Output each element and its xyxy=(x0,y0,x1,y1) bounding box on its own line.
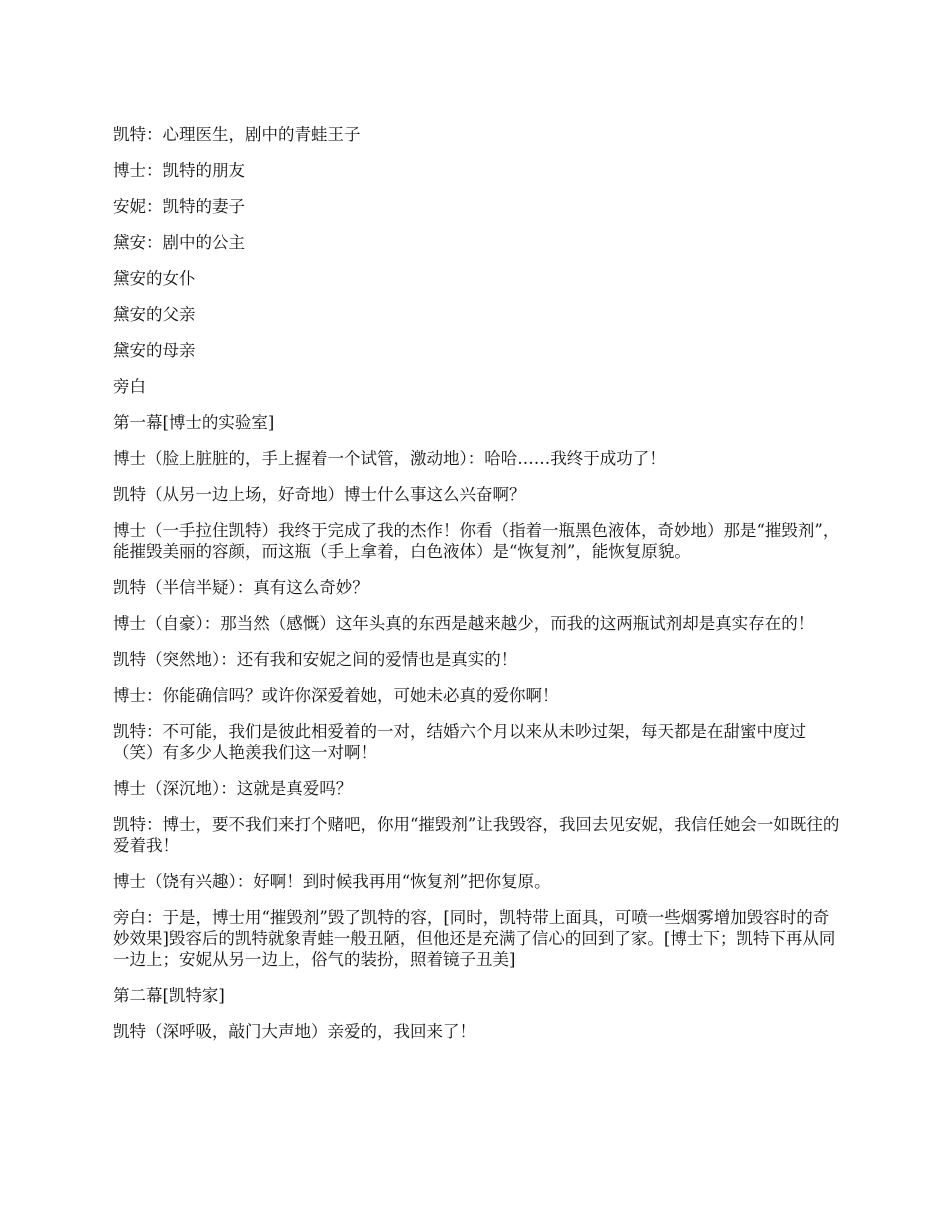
document-body xyxy=(113,124,843,1057)
paragraph-cast-maid: 黛安的女仆 xyxy=(113,269,196,288)
paragraph-dialogue: 凯特（突然地）：还有我和安妮之间的爱情也是真实的！ xyxy=(113,650,518,669)
paragraph-dialogue: 凯特：不可能，我们是彼此相爱着的一对，结婚六个月以来从未吵过架，每天都是在甜蜜中度过（笑）有多少人艳羡我们这一对啊！ xyxy=(113,722,806,762)
paragraph-cast-narrator: 旁白 xyxy=(113,377,146,396)
paragraph-cast-diane: 黛安：剧中的公主 xyxy=(113,233,245,252)
paragraph-dialogue: 博士（脸上脏脏的，手上握着一个试管，激动地）：哈哈……我终于成功了！ xyxy=(113,449,666,468)
paragraph-cast-annie: 安妮：凯特的妻子 xyxy=(113,197,245,216)
paragraph-dialogue: 博士（自豪）：那当然（感慨）这年头真的东西是越来越少，而我的这两瓶试剂却是真实存在的！ xyxy=(113,614,815,633)
paragraph-dialogue: 博士（一手拉住凯特）我终于完成了我的杰作！你看（指着一瓶黑色液体，奇妙地）那是“摧毁剂”，能摧毁美丽的容颜，而这瓶（手上拿着，白色液体）是“恢复剂”，能恢复原貌。 xyxy=(113,521,840,561)
paragraph-cast-kate: 凯特：心理医生，剧中的青蛙王子 xyxy=(113,125,361,144)
paragraph-dialogue: 凯特（从另一边上场，好奇地）博士什么事这么兴奋啊？ xyxy=(113,485,526,504)
paragraph-dialogue: 凯特（深呼吸，敲门大声地）亲爱的，我回来了！ xyxy=(113,1022,476,1041)
paragraph-dialogue: 博士（深沉地）：这就是真爱吗？ xyxy=(113,779,353,798)
paragraph-dialogue: 博士（饶有兴趣）：好啊！到时候我再用“恢复剂”把你复原。 xyxy=(113,872,551,891)
paragraph-act-one-heading: 第一幕[博士的实验室] xyxy=(113,413,275,432)
paragraph-dialogue: 凯特：博士，要不我们来打个赌吧，你用“摧毁剂”让我毁容，我回去见安妮，我信任她会一如既往的爱着我！ xyxy=(113,815,840,855)
paragraph-dialogue: 博士：你能确信吗？或许你深爱着她，可她未必真的爱你啊！ xyxy=(113,686,559,705)
paragraph-cast-mother: 黛安的母亲 xyxy=(113,341,196,360)
paragraph-cast-father: 黛安的父亲 xyxy=(113,305,196,324)
paragraph-act-two-heading: 第二幕[凯特家] xyxy=(113,986,225,1005)
paragraph-dialogue: 凯特（半信半疑）：真有这么奇妙？ xyxy=(113,578,369,597)
paragraph-narration: 旁白：于是，博士用“摧毁剂”毁了凯特的容，[同时，凯特带上面具，可喷一些烟雾增加毁容时的奇妙效果]毁容后的凯特就象青蛙一般丑陋，但他还是充满了信心的回到了家。[博士下；凯特下再从同一边上；安妮从另一边上，俗气的装扮，照着镜子丑美] xyxy=(113,908,836,969)
paragraph-cast-doctor: 博士：凯特的朋友 xyxy=(113,161,245,180)
